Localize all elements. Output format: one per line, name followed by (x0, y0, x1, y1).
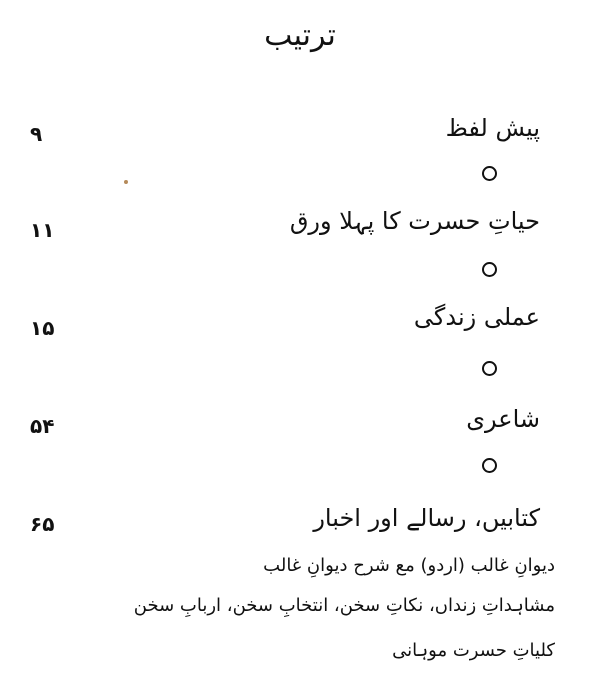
toc-entry-kitaben: کتابیں، رسالے اور اخبار (313, 504, 540, 532)
toc-entry-preface: پیش لفظ (445, 114, 540, 142)
toc-page-number: ۶۵ (30, 512, 55, 536)
toc-page-number: ۹ (30, 122, 43, 146)
toc-entry-hayat: حیاتِ حسرت کا پہلا ورق (289, 207, 540, 235)
separator-circle-icon (482, 262, 497, 277)
toc-page-number: ۱۵ (30, 316, 55, 340)
toc-sub-item: مشاہداتِ زنداں، نکاتِ سخن، انتخابِ سخن، اربابِ سخن (133, 595, 555, 616)
page-title: ترتیب (264, 18, 336, 53)
toc-sub-item: کلیاتِ حسرت موہانی (392, 640, 555, 661)
separator-circle-icon (482, 166, 497, 181)
separator-circle-icon (482, 361, 497, 376)
toc-sub-item: دیوانِ غالب (اردو) مع شرح دیوانِ غالب (263, 555, 555, 576)
toc-entry-amli-zindagi: عملی زندگی (413, 303, 540, 331)
toc-entry-shairi: شاعری (466, 405, 540, 433)
separator-circle-icon (482, 458, 497, 473)
paper-speck (124, 180, 128, 184)
toc-page-number: ۵۴ (30, 414, 55, 438)
toc-page-number: ۱۱ (30, 218, 55, 242)
